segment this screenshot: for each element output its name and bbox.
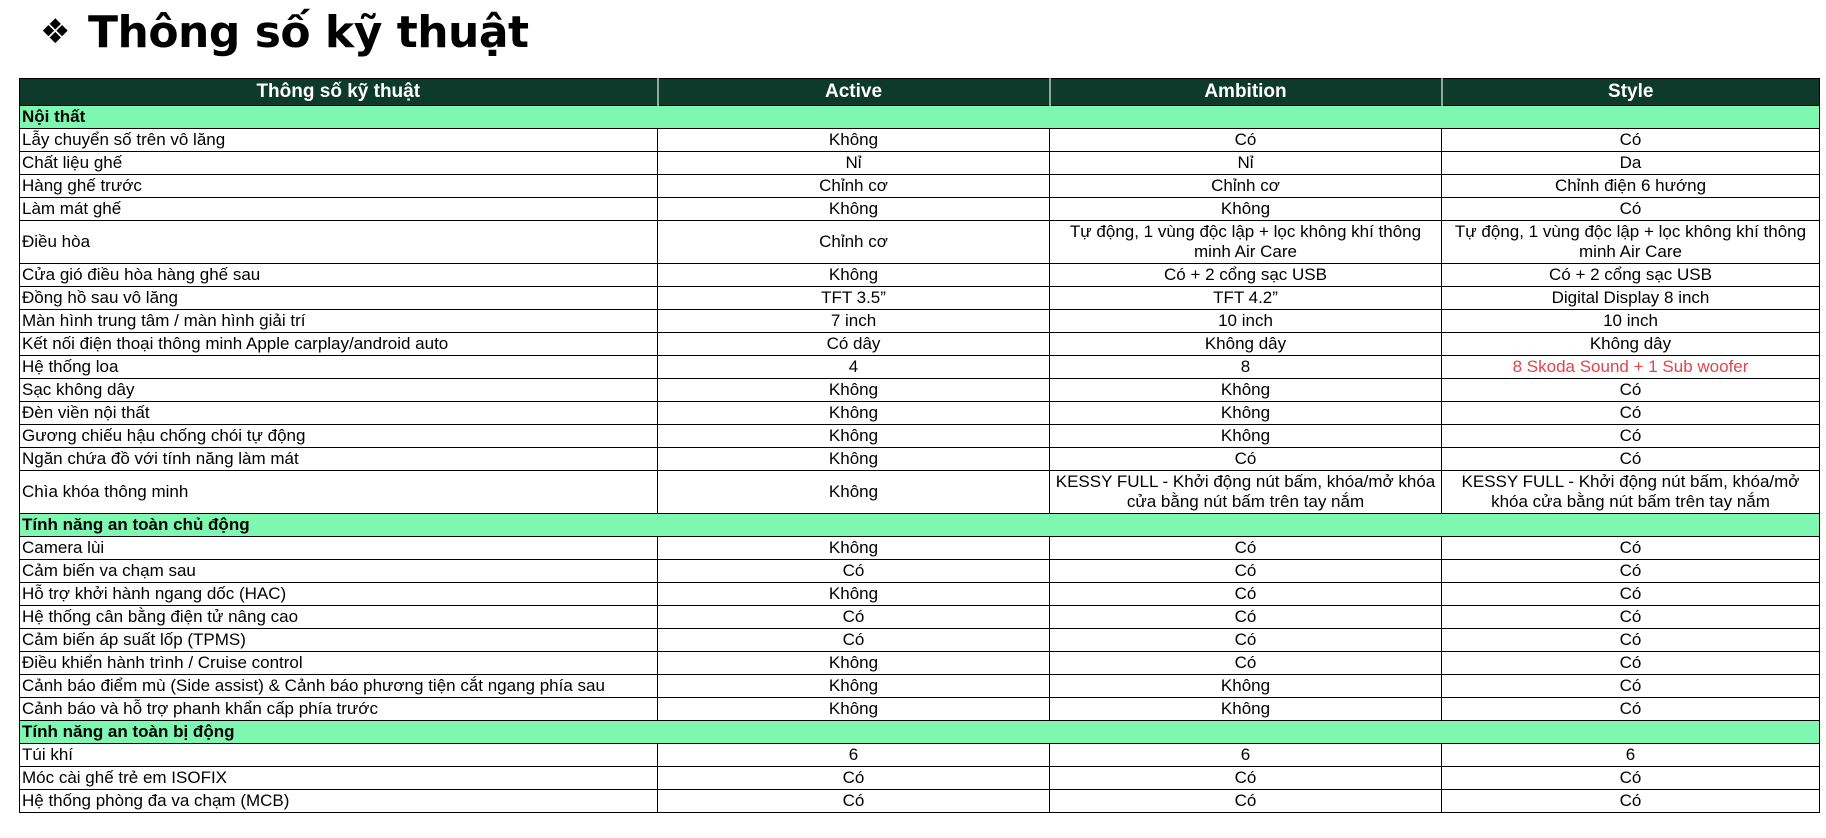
- row-label: Túi khí: [20, 744, 658, 767]
- page-title: [40, 2, 529, 62]
- row-label: Hàng ghế trước: [20, 175, 658, 198]
- value-ambition: Có: [1050, 129, 1442, 152]
- table-row: [20, 175, 1820, 198]
- value-ambition: 6: [1050, 744, 1442, 767]
- value-active: Có: [658, 606, 1050, 629]
- value-active: Chỉnh cơ: [658, 221, 1050, 264]
- table-row: [20, 379, 1820, 402]
- section-row: [20, 721, 1820, 744]
- section-title: Tính năng an toàn bị động: [20, 721, 1820, 744]
- value-style: Có: [1442, 402, 1820, 425]
- section-title: Nội thất: [20, 106, 1820, 129]
- value-ambition: Có: [1050, 448, 1442, 471]
- value-style: Có: [1442, 652, 1820, 675]
- value-style: 8 Skoda Sound + 1 Sub woofer: [1442, 356, 1820, 379]
- value-active: Không: [658, 698, 1050, 721]
- table-row: [20, 448, 1820, 471]
- value-style: Có: [1442, 537, 1820, 560]
- row-label: Đèn viền nội thất: [20, 402, 658, 425]
- value-active: Không: [658, 675, 1050, 698]
- value-style: Có: [1442, 698, 1820, 721]
- value-style: Có: [1442, 560, 1820, 583]
- row-label: Kết nối điện thoại thông minh Apple carplay/android auto: [20, 333, 658, 356]
- value-style: Có: [1442, 583, 1820, 606]
- value-active: Không: [658, 471, 1050, 514]
- row-label: Sạc không dây: [20, 379, 658, 402]
- row-label: Cảm biến áp suất lốp (TPMS): [20, 629, 658, 652]
- value-active: Không: [658, 264, 1050, 287]
- table-row: [20, 198, 1820, 221]
- value-ambition: Không: [1050, 698, 1442, 721]
- row-label: Hỗ trợ khởi hành ngang dốc (HAC): [20, 583, 658, 606]
- table-row: [20, 264, 1820, 287]
- table-row: [20, 560, 1820, 583]
- value-active: Có: [658, 560, 1050, 583]
- value-style: Không dây: [1442, 333, 1820, 356]
- value-style: Digital Display 8 inch: [1442, 287, 1820, 310]
- value-active: Không: [658, 198, 1050, 221]
- value-active: 4: [658, 356, 1050, 379]
- value-active: Không: [658, 425, 1050, 448]
- value-active: 6: [658, 744, 1050, 767]
- value-ambition: Không: [1050, 402, 1442, 425]
- value-ambition: Có + 2 cổng sạc USB: [1050, 264, 1442, 287]
- value-active: Không: [658, 379, 1050, 402]
- table-row: [20, 402, 1820, 425]
- diamond-bullet-icon: ❖: [40, 12, 70, 52]
- value-ambition: 10 inch: [1050, 310, 1442, 333]
- value-style: Có: [1442, 425, 1820, 448]
- table-row: [20, 356, 1820, 379]
- value-style: Tự động, 1 vùng độc lập + lọc không khí thông minh Air Care: [1442, 221, 1820, 264]
- value-style: Có: [1442, 198, 1820, 221]
- row-label: Làm mát ghế: [20, 198, 658, 221]
- table-row: [20, 287, 1820, 310]
- value-style: 6: [1442, 744, 1820, 767]
- table-row: [20, 767, 1820, 790]
- value-style: Có: [1442, 675, 1820, 698]
- value-active: Không: [658, 129, 1050, 152]
- value-active: Có: [658, 790, 1050, 813]
- value-style: Chỉnh điện 6 hướng: [1442, 175, 1820, 198]
- table-row: [20, 790, 1820, 813]
- header-ambition: Ambition: [1050, 79, 1442, 106]
- section-title: Tính năng an toàn chủ động: [20, 514, 1820, 537]
- value-ambition: TFT 4.2”: [1050, 287, 1442, 310]
- value-active: Không: [658, 537, 1050, 560]
- row-label: Hệ thống cân bằng điện tử nâng cao: [20, 606, 658, 629]
- value-style: Có: [1442, 448, 1820, 471]
- value-active: Không: [658, 583, 1050, 606]
- value-ambition: Nỉ: [1050, 152, 1442, 175]
- value-active: 7 inch: [658, 310, 1050, 333]
- value-active: Không: [658, 448, 1050, 471]
- value-style: Có: [1442, 790, 1820, 813]
- value-style: Có: [1442, 767, 1820, 790]
- table-row: [20, 652, 1820, 675]
- table-row: [20, 583, 1820, 606]
- value-ambition: Có: [1050, 767, 1442, 790]
- value-active: Có: [658, 767, 1050, 790]
- value-ambition: Có: [1050, 583, 1442, 606]
- table-row: [20, 152, 1820, 175]
- value-ambition: Không: [1050, 198, 1442, 221]
- value-style: Có: [1442, 379, 1820, 402]
- row-label: Ngăn chứa đồ với tính năng làm mát: [20, 448, 658, 471]
- table-row: [20, 310, 1820, 333]
- value-ambition: Không dây: [1050, 333, 1442, 356]
- row-label: Cửa gió điều hòa hàng ghế sau: [20, 264, 658, 287]
- value-ambition: Không: [1050, 675, 1442, 698]
- value-ambition: Tự động, 1 vùng độc lập + lọc không khí thông minh Air Care: [1050, 221, 1442, 264]
- table-row: [20, 698, 1820, 721]
- row-label: Gương chiếu hậu chống chói tự động: [20, 425, 658, 448]
- table-row: [20, 537, 1820, 560]
- table-row: [20, 333, 1820, 356]
- section-row: [20, 106, 1820, 129]
- value-ambition: Không: [1050, 425, 1442, 448]
- value-ambition: Có: [1050, 560, 1442, 583]
- row-label: Hệ thống phòng đa va chạm (MCB): [20, 790, 658, 813]
- row-label: Cảnh báo và hỗ trợ phanh khẩn cấp phía trước: [20, 698, 658, 721]
- section-row: [20, 514, 1820, 537]
- row-label: Chất liệu ghế: [20, 152, 658, 175]
- value-style: Có: [1442, 129, 1820, 152]
- row-label: Móc cài ghế trẻ em ISOFIX: [20, 767, 658, 790]
- value-ambition: KESSY FULL - Khởi động nút bấm, khóa/mở khóa cửa bằng nút bấm trên tay nắm: [1050, 471, 1442, 514]
- value-style: KESSY FULL - Khởi động nút bấm, khóa/mở khóa cửa bằng nút bấm trên tay nắm: [1442, 471, 1820, 514]
- table-row: [20, 606, 1820, 629]
- value-ambition: Chỉnh cơ: [1050, 175, 1442, 198]
- value-active: Không: [658, 402, 1050, 425]
- row-label: Điều hòa: [20, 221, 658, 264]
- table-row: [20, 471, 1820, 514]
- table-row: [20, 221, 1820, 264]
- value-active: Không: [658, 652, 1050, 675]
- spec-table-body: [20, 106, 1820, 813]
- table-row: [20, 675, 1820, 698]
- header-style: Style: [1442, 79, 1820, 106]
- table-row: [20, 744, 1820, 767]
- value-active: Chỉnh cơ: [658, 175, 1050, 198]
- table-row: [20, 629, 1820, 652]
- value-ambition: 8: [1050, 356, 1442, 379]
- value-ambition: Không: [1050, 379, 1442, 402]
- value-style: 10 inch: [1442, 310, 1820, 333]
- value-ambition: Có: [1050, 790, 1442, 813]
- header-active: Active: [658, 79, 1050, 106]
- table-row: [20, 425, 1820, 448]
- value-active: TFT 3.5”: [658, 287, 1050, 310]
- value-active: Có: [658, 629, 1050, 652]
- row-label: Màn hình trung tâm / màn hình giải trí: [20, 310, 658, 333]
- row-label: Camera lùi: [20, 537, 658, 560]
- value-style: Có: [1442, 606, 1820, 629]
- value-style: Có + 2 cổng sạc USB: [1442, 264, 1820, 287]
- value-style: Có: [1442, 629, 1820, 652]
- row-label: Cảnh báo điểm mù (Side assist) & Cảnh báo phương tiện cắt ngang phía sau: [20, 675, 658, 698]
- value-ambition: Có: [1050, 629, 1442, 652]
- table-header-row: [20, 79, 1820, 106]
- header-spec: Thông số kỹ thuật: [20, 79, 658, 106]
- value-ambition: Có: [1050, 537, 1442, 560]
- row-label: Hệ thống loa: [20, 356, 658, 379]
- value-style: Da: [1442, 152, 1820, 175]
- row-label: Đồng hồ sau vô lăng: [20, 287, 658, 310]
- value-active: Nỉ: [658, 152, 1050, 175]
- value-active: Có dây: [658, 333, 1050, 356]
- value-ambition: Có: [1050, 652, 1442, 675]
- page-title-text: Thông số kỹ thuật: [87, 6, 529, 58]
- row-label: Cảm biến va chạm sau: [20, 560, 658, 583]
- row-label: Chìa khóa thông minh: [20, 471, 658, 514]
- spec-table: [19, 78, 1820, 813]
- table-row: [20, 129, 1820, 152]
- row-label: Lẫy chuyển số trên vô lăng: [20, 129, 658, 152]
- value-ambition: Có: [1050, 606, 1442, 629]
- row-label: Điều khiển hành trình / Cruise control: [20, 652, 658, 675]
